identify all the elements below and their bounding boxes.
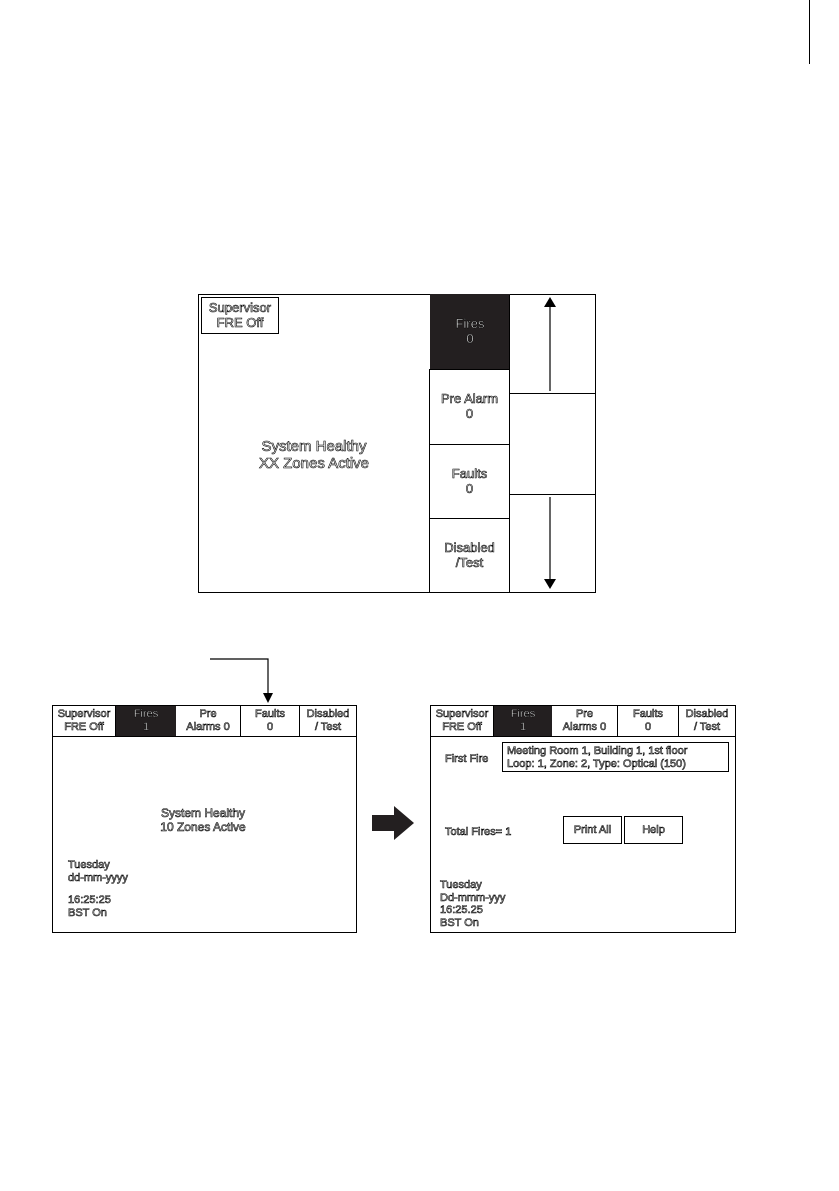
tab-fires-count: 1 [519,721,527,733]
connector-line [210,659,268,697]
tab-supervisor-status: FRE Off [442,721,482,733]
tab-fires[interactable] [430,294,510,369]
tab-test-label: / Test [693,721,721,733]
tab-bar [431,706,735,737]
first-fire-label: First Fire [445,753,489,765]
tab-supervisor-label: Supervisor [57,708,111,721]
system-status [199,435,429,475]
transition-arrow-shape [372,806,414,840]
tab-faults[interactable] [618,706,679,736]
bst-text: BST On [68,906,107,919]
scroll-up-arrowhead [544,297,556,307]
scroll-column [509,295,596,592]
page-edge-line [809,0,810,64]
tab-supervisor-status: FRE Off [64,721,104,733]
tab-pre-alarms[interactable] [552,706,618,736]
tab-disabled-label: Disabled [685,708,729,721]
tab-disabled-label: Disabled [444,540,495,556]
total-fires-text: Total Fires= 1 [445,826,512,838]
date-time-block [440,879,505,930]
time-text: 16:25:25 [68,894,111,907]
print-all-button[interactable] [563,816,622,844]
tab-fires-label: Fires [510,708,536,721]
day-text: Tuesday [440,879,482,891]
tab-fires-count: 1 [142,721,150,733]
tab-faults-count: 0 [266,721,274,733]
tab-disabled-label: Disabled [306,708,350,721]
screen-fire-summary [52,705,357,933]
tab-pre-label: Pre [575,708,594,721]
tab-faults-label: Faults [255,708,285,721]
tab-faults-label: Faults [633,708,663,721]
tab-pre-alarm-count: 0 [465,406,474,421]
system-status [113,804,293,838]
fre-status: FRE Off [216,314,264,330]
scroll-down-arrowhead [544,579,556,589]
help-label: Help [642,824,665,836]
time-text: 16:25.25 [440,904,483,917]
tab-supervisor[interactable] [431,706,494,736]
print-all-label: Print All [573,824,612,836]
main-screen [198,294,596,593]
bst-text: BST On [440,916,479,929]
tab-pre-label: Pre [199,708,217,721]
help-button[interactable] [624,816,683,844]
tab-pre-alarm-label: Pre Alarm [440,391,499,407]
supervisor-label: Supervisor [208,299,272,315]
tab-fires-label: Fires [455,315,485,331]
first-fire-details[interactable] [502,742,729,772]
tab-pre-alarm[interactable] [429,369,509,444]
zones-active-text: XX Zones Active [258,455,370,472]
date-text: Dd-mmm-yyy [440,891,506,904]
supervisor-box[interactable] [201,297,279,334]
tab-supervisor[interactable] [53,706,116,736]
day-text: Tuesday [68,859,110,871]
tab-fires[interactable] [116,706,176,736]
tab-faults-count: 0 [644,721,652,733]
tab-disabled-test[interactable] [679,706,735,736]
tab-pre-count: Alarms 0 [562,721,607,733]
connector-arrowhead [263,693,273,703]
tab-fires-label: Fires [133,708,159,721]
tab-bar [53,706,356,737]
tab-test-label: /Test [455,555,484,570]
date-text: dd-mm-yyyy [68,871,128,884]
tab-faults-count: 0 [465,480,474,496]
zones-active-text: 10 Zones Active [160,820,246,834]
system-healthy-text: System Healthy [261,437,367,455]
tab-test-label: / Test [314,721,342,733]
tab-pre-count: Alarms 0 [186,721,230,733]
tab-supervisor-label: Supervisor [435,708,489,721]
tab-disabled-test[interactable] [300,706,356,736]
tab-faults[interactable] [241,706,300,736]
tab-faults[interactable] [429,444,509,518]
date-time-block [68,859,128,920]
tab-faults-label: Faults [451,465,488,481]
tab-fires[interactable] [494,706,552,736]
tab-pre-alarms[interactable] [176,706,241,736]
tab-fires-count: 0 [466,330,474,346]
screen-fire-detail [430,705,736,933]
scroll-arrows [510,295,596,592]
first-fire-device: Loop: 1, Zone: 2, Type: Optical (150) [507,757,686,770]
system-healthy-text: System Healthy [160,806,246,821]
tab-disabled-test[interactable] [429,518,509,593]
first-fire-location: Meeting Room 1, Building 1, 1st floor [507,745,688,757]
transition-arrow-icon [372,806,416,840]
connector-arrow [205,655,305,705]
